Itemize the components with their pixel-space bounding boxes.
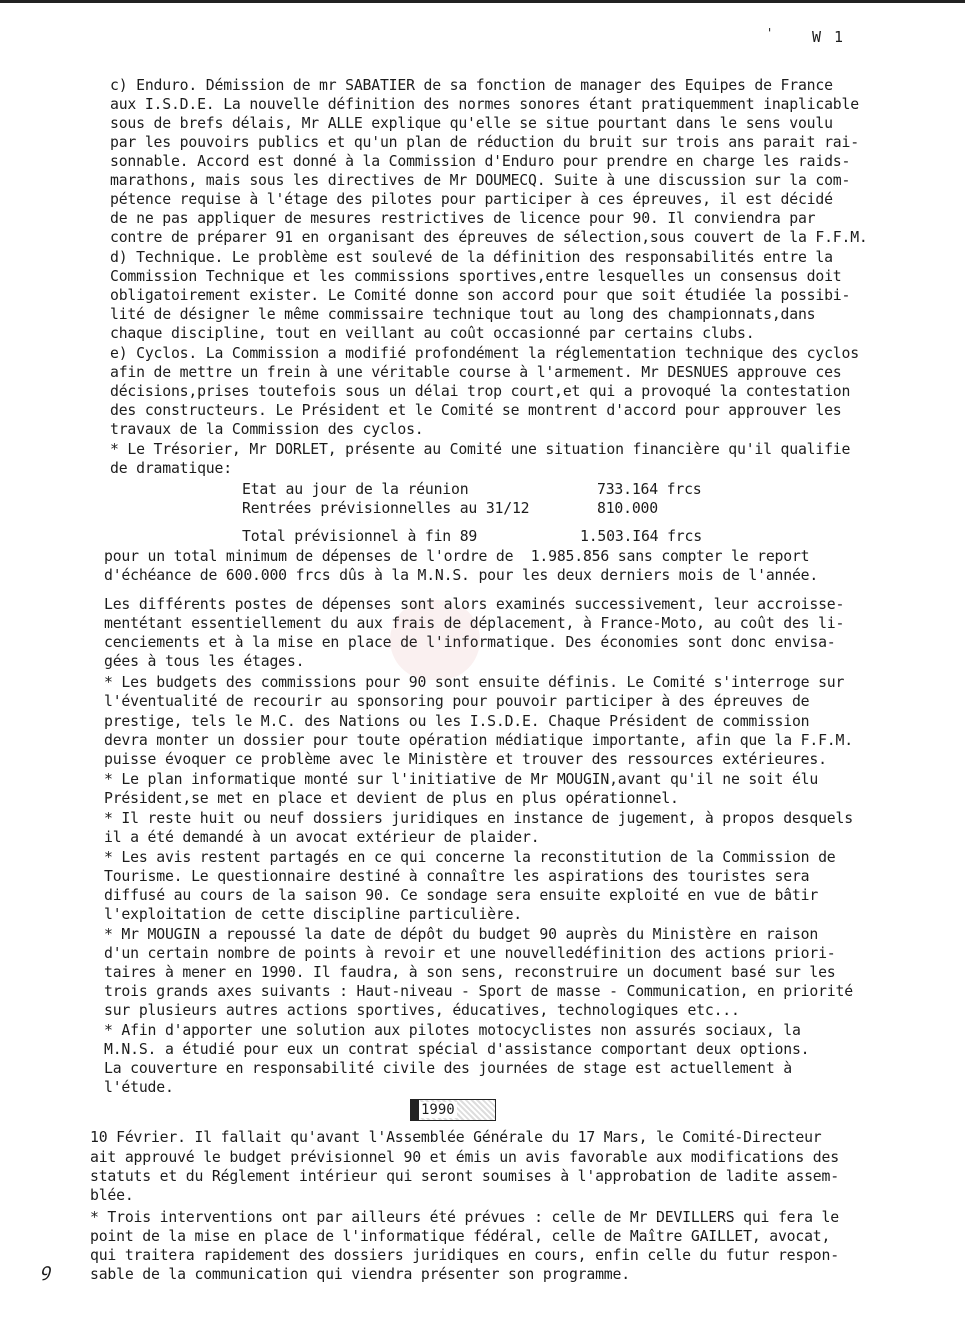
- finance-label: Total prévisionnel à fin 89: [242, 528, 478, 545]
- text-line: Tourisme. Le questionnaire destiné à connaître les aspirations des touristes sera: [104, 868, 810, 885]
- text-line: diffusé au cours de la saison 90. Ce sondage sera ensuite exploité en vue de bâtir: [104, 887, 819, 904]
- text-line: c) Enduro. Démission de mr SABATIER de sa fonction de manager des Equipes de France: [110, 77, 833, 94]
- handwritten-margin-mark: ꝯ: [40, 1260, 51, 1281]
- text-line: * Le Trésorier, Mr DORLET, présente au Comité une situation financière qu'il qualifie: [110, 441, 851, 458]
- text-line: gées à tous les étages.: [104, 653, 305, 670]
- finance-value: 733.164 frcs: [597, 481, 702, 498]
- text-line: pétence requise à l'étage des pilotes pour participer à ces épreuves, il est décidé: [110, 191, 833, 208]
- text-line: statuts et du Réglement intérieur qui seront soumises à l'approbation de ladite assem-: [90, 1168, 839, 1185]
- text-line: taires à mener en 1990. Il faudra, à son sens, reconstruire un document basé sur les: [104, 964, 836, 981]
- text-line: e) Cyclos. La Commission a modifié profondément la réglementation technique des cyclos: [110, 345, 859, 362]
- text-line: d'un certain nombre de points à revoir et une nouvelledéfinition des actions priori-: [104, 945, 836, 962]
- text-line: de dramatique:: [110, 460, 232, 477]
- text-line: puisse évoquer ce problème avec le Ministère et trouver des ressources extérieures.: [104, 751, 827, 768]
- text-line: sable de la communication qui viendra présenter son programme.: [90, 1266, 630, 1283]
- text-line: 10 Février. Il fallait qu'avant l'Assemblée Générale du 17 Mars, le Comité-Directeur: [90, 1129, 822, 1146]
- text-line: afin de mettre un frein à une véritable course à l'armement. Mr DESNUES approuve ces: [110, 364, 842, 381]
- top-border-line: [0, 0, 965, 3]
- text-line: sonnable. Accord est donné à la Commission d'Enduro pour prendre en charge les raids-: [110, 153, 851, 170]
- text-line: pour un total minimum de dépenses de l'ordre de 1.985.856 sans compter le report: [104, 548, 810, 565]
- text-line: * Trois interventions ont par ailleurs été prévues : celle de Mr DEVILLERS qui fera le: [90, 1209, 839, 1226]
- text-line: décisions,prises toutefois sous un délai trop court,et qui a provoqué la contestation: [110, 383, 851, 400]
- text-line: travaux de la Commission des cyclos.: [110, 421, 424, 438]
- page-number: W 1: [812, 28, 846, 46]
- text-line: prestige, tels le M.C. des Nations ou les I.S.D.E. Chaque Président de commission: [104, 713, 810, 730]
- text-line: il a été demandé à un avocat extérieur de plaider.: [104, 829, 540, 846]
- text-line: ait approuvé le budget prévisionnel 90 et émis un avis favorable aux modifications des: [90, 1149, 839, 1166]
- text-line: sur plusieurs autres actions sportives, éducatives, technologiques etc...: [104, 1002, 740, 1019]
- text-line: obligatoirement exister. Le Comité donne son accord pour que soit étudiée la possibi-: [110, 287, 851, 304]
- text-line: Les différents postes de dépenses sont alors examinés successivement, leur accroisse-: [104, 596, 845, 613]
- text-line: * Les avis restent partagés en ce qui concerne la reconstitution de la Commission de: [104, 849, 836, 866]
- finance-value: 810.000: [597, 500, 658, 517]
- text-line: * Afin d'apporter une solution aux pilotes motocyclistes non assurés sociaux, la: [104, 1022, 801, 1039]
- text-line: d) Technique. Le problème est soulevé de la définition des responsabilités entre la: [110, 249, 833, 266]
- year-heading-badge: [410, 1099, 496, 1121]
- text-line: qui traitera rapidement des dossiers juridiques en cours, enfin celle du futur respon-: [90, 1247, 839, 1264]
- text-line: devra monter un dossier pour toute opération médiatique importante, afin que la F.F.M.: [104, 732, 853, 749]
- text-line: La couverture en responsabilité civile des journées de stage est actuellement à: [104, 1060, 792, 1077]
- text-line: * Mr MOUGIN a repoussé la date de dépôt du budget 90 auprès du Ministère en raison: [104, 926, 819, 943]
- text-line: * Les budgets des commissions pour 90 sont ensuite définis. Le Comité s'interroge sur: [104, 674, 845, 691]
- text-line: marathons, mais sous les directives de Mr DOUMECQ. Suite à une discussion sur la com-: [110, 172, 851, 189]
- text-line: l'éventualité de recourir au sponsoring pour pouvoir participer à des épreuves de: [104, 693, 810, 710]
- text-line: par les pouvoirs publics et qu'un plan de réduction du bruit sur trois ans parait rai-: [110, 134, 859, 151]
- text-line: de ne pas appliquer de mesures restrictives de licence pour 90. Il conviendra par: [110, 210, 816, 227]
- year-heading: 1990: [421, 1102, 455, 1118]
- text-line: blée.: [90, 1187, 134, 1204]
- finance-value: 1.503.I64 frcs: [580, 528, 702, 545]
- text-line: lité de désigner le même commissaire technique tout au long des championnats,dans: [110, 306, 816, 323]
- text-line: aux I.S.D.E. La nouvelle définition des normes sonores étant pratiquemment inaplicable: [110, 96, 859, 113]
- text-line: point de la mise en place de l'informatique fédéral, celle de Maître GAILLET, avocat,: [90, 1228, 831, 1245]
- text-line: l'étude.: [104, 1079, 174, 1096]
- text-line: mentétant essentiellement du aux frais de déplacement, à France-Moto, au coût des li-: [104, 615, 845, 632]
- text-line: contre de préparer 91 en organisant des épreuves de sélection,sous couvert de la F.F.M.: [110, 229, 868, 246]
- text-line: Président,se met en place et devient de plus en plus opérationnel.: [104, 790, 679, 807]
- text-line: des constructeurs. Le Président et le Comité se montrent d'accord pour approuver les: [110, 402, 842, 419]
- text-line: l'exploitation de cette discipline particulière.: [104, 906, 523, 923]
- text-line: * Le plan informatique monté sur l'initiative de Mr MOUGIN,avant qu'il ne soit élu: [104, 771, 819, 788]
- finance-label: Etat au jour de la réunion: [242, 481, 469, 498]
- text-line: d'échéance de 600.000 frcs dûs à la M.N.S. pour les deux derniers mois de l'année.: [104, 567, 819, 584]
- finance-label: Rentrées prévisionnelles au 31/12: [242, 500, 530, 517]
- text-line: trois grands axes suivants : Haut-niveau - Sport de masse - Communication, en priorité: [104, 983, 853, 1000]
- text-line: * Il reste huit ou neuf dossiers juridiques en instance de jugement, à propos desquels: [104, 810, 853, 827]
- text-line: M.N.S. a étudié pour eux un contrat spécial d'assistance comportant deux options.: [104, 1041, 810, 1058]
- text-line: chaque discipline, tout en veillant au coût occasionné par certains clubs.: [110, 325, 755, 342]
- text-line: cenciements et à la mise en place de l'informatique. Des économies sont donc envisa-: [104, 634, 836, 651]
- margin-tick: ': [766, 26, 774, 40]
- text-line: sous de brefs délais, Mr ALLE explique qu'elle se situe pourtant dans le sens voulu: [110, 115, 833, 132]
- text-line: Commission Technique et les commissions sportives,entre lesquelles un consensus doit: [110, 268, 842, 285]
